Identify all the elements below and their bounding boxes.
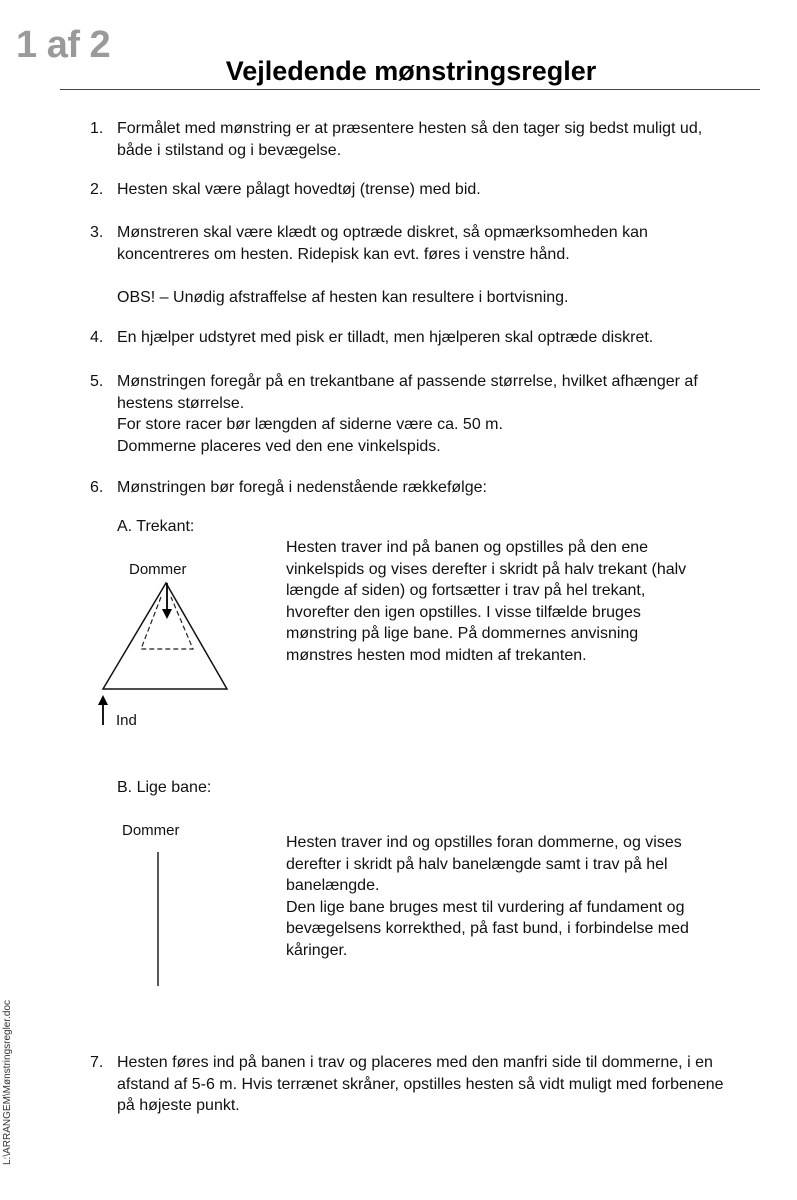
straight-course-line [156, 852, 160, 992]
page-counter: 1 af 2 [16, 24, 111, 66]
item-number: 2. [90, 181, 104, 198]
item-line: afstand af 5-6 m. Hvis terrænet skråner, opstilles hesten så vidt muligt med forbenene [117, 1075, 724, 1093]
item-line: For store racer bør længden af siderne være ca. 50 m. [117, 416, 503, 433]
item-line: på højeste punkt. [117, 1097, 240, 1114]
item-line: Mønstreren skal være klædt og optræde diskret, så opmærksomheden kan [117, 224, 648, 241]
description-line: Den lige bane bruges mest til vurdering af fundament og [286, 898, 685, 916]
item-line: En hjælper udstyret med pisk er tilladt, men hjælperen skal optræde diskret. [117, 329, 654, 346]
item-line: Hesten føres ind på banen i trav og placeres med den manfri side til dommerne, i en [117, 1054, 713, 1071]
item-line: Formålet med mønstring er at præsentere hesten så den tager sig bedst muligt ud, [117, 120, 703, 137]
description-line: derefter i skridt på halv banelængde samt i trav på hel [286, 855, 668, 873]
item-number: 6. [90, 479, 104, 496]
item-number: 4. [90, 329, 104, 346]
item-line: både i stilstand og i bevægelse. [117, 141, 342, 159]
item-line: Hesten skal være pålagt hovedtøj (trense) med bid. [117, 181, 481, 198]
description-line: bevægelsens korrekthed, på fast bund, i forbindelse med [286, 920, 689, 937]
description-line: mønstres hesten mod midten af trekanten. [286, 646, 587, 664]
item-number: 5. [90, 373, 104, 390]
straight-judge-label: Dommer [122, 822, 180, 839]
triangle-course-diagram [95, 575, 235, 725]
triangle-judge-label: Dommer [129, 561, 187, 578]
item-number: 1. [90, 120, 104, 137]
document-title: Vejledende mønstringsregler [225, 56, 597, 86]
item-number: 3. [90, 224, 104, 241]
entrance-label: Ind [116, 712, 137, 729]
title-underline [60, 89, 760, 90]
item-line: Mønstringen bør foregå i nedenstående rækkefølge: [117, 479, 487, 496]
item-line: Mønstringen foregår på en trekantbane af passende størrelse, hvilket afhænger af [117, 373, 698, 390]
description-line: kåringer. [286, 941, 348, 959]
obs-note: OBS! – Unødig afstraffelse af hesten kan resultere i bortvisning. [117, 288, 569, 306]
item-line: koncentreres om hesten. Ridepisk kan evt. føres i venstre hånd. [117, 245, 570, 263]
section-a-description [286, 537, 686, 666]
item-number: 7. [90, 1054, 104, 1071]
section-a-heading: A. Trekant: [117, 518, 195, 535]
description-line: længde af siden) og fortsætter i trav på hel trekant, [286, 582, 646, 599]
file-path-note: L:\ARRANGEM\Mønstringsregler.doc [2, 999, 13, 1165]
description-line: banelængde. [286, 877, 380, 894]
item-line: hestens størrelse. [117, 394, 245, 412]
description-line: Hesten traver ind og opstilles foran dommerne, og vises [286, 834, 682, 851]
item-line: Dommerne placeres ved den ene vinkelspids. [117, 437, 441, 455]
description-line: Hesten traver ind på banen og opstilles på den ene [286, 539, 649, 556]
description-line: hvorefter den igen opstilles. I visse tilfælde bruges [286, 603, 641, 621]
section-b-heading: B. Lige bane: [117, 779, 212, 796]
description-line: mønstring på lige bane. På dommernes anvisning [286, 625, 639, 642]
description-line: vinkelspids og vises derefter i skridt på halv trekant (halv [286, 560, 687, 578]
section-b-description [286, 832, 689, 961]
